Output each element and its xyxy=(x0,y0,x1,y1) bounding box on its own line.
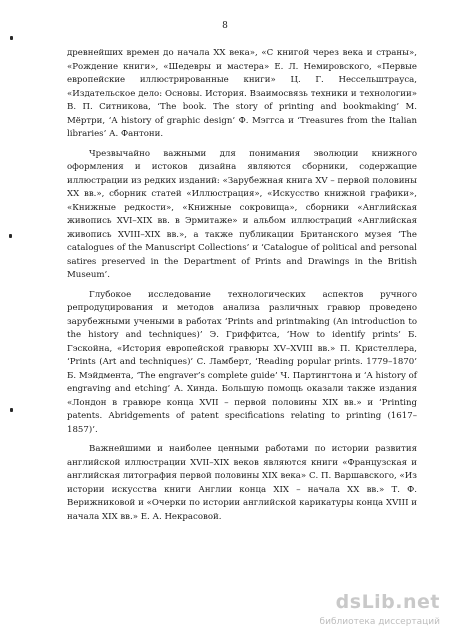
scan-speck xyxy=(10,408,13,412)
watermark xyxy=(312,591,440,633)
body-text xyxy=(67,47,417,530)
paragraph: древнейших времен до начала XX века», «С книгой через века и страны», «Рождение книги», «Шедевры и мастера» Е. Л. Немировского, «Первые европейские иллюстрированные книги» Ц. Г. Нессельштрауса, «Издательское дело: Основы. История. Взаимосвязь техники и технологии» В. П. Ситникова, ‘The book. The story of printing and bookmaking’ М. Мёртри, ‘A history of graphic design’ Ф. Мэггса и ‘Treasures from the Italian libraries’ А. Фантони. xyxy=(67,48,417,139)
page-number: 8 xyxy=(222,21,228,31)
paragraph: Глубокое исследование технологических аспектов ручного репродуцирования и методов анализа различных гравюр проведено зарубежными учеными в работах ‘Prints and printmaking (An introduction to the history and techniques)’ Э. Гриффитса, ‘How to identify prints’ Б. Гэскойна, «История европейской гравюры XV–XVIII вв.» П. Кристеллера, ‘Prints (Art and techniques)’ С. Ламберт, ‘Reading popular prints. 1779–1870’ Б. Мэйдмента, ‘The engraver’s complete guide’ Ч. Партингтона и ‘A history of engraving and etching’ А. Хинда. Большую помощь оказали также издания «Лондон в гравюре конца XVII – первой половины XIX вв.» и ‘Printing patents. Abridgements of patent specifications relating to printing (1617–1857)’. xyxy=(67,289,417,435)
paragraph: Важнейшими и наиболее ценными работами по истории развития английской иллюстрации XVII–XIX веков являются книги «Французская и английская литография первой половины XIX века» С. П. Варшавского, «Из истории искусства книги Англии конца XIX – начала XX вв.» Т. Ф. Верижниковой и «Очерки по истории английской карикатуры конца XVIII и начала XIX вв.» Е. А. Некрасовой. xyxy=(67,444,417,522)
scan-speck xyxy=(10,36,13,40)
watermark-subtitle: библиотека диссертаций xyxy=(319,617,440,627)
watermark-logo: dsLib.net xyxy=(335,591,440,613)
scan-speck xyxy=(9,234,12,238)
paragraph: Чрезвычайно важными для понимания эволюции книжного оформления и истоков дизайна являются сборники, содержащие иллюстрации из редких изданий: «Зарубежная книга XV – первой половины XX вв.», сборник статей «Иллюстрация», «Искусство книжной графики», «Книжные редкости», «Книжные сокровища», сборники «Английская живопись XVI–XIX вв. в Эрмитаже» и альбом иллюстраций «Английская живопись XVIII–XIX вв.», а также публикации Британского музея ‘The catalogues of the Manuscript Collections’ и ‘Catalogue of political and personal satires preserved in the Department of Prints and Drawings in the British Museum’. xyxy=(67,148,417,280)
